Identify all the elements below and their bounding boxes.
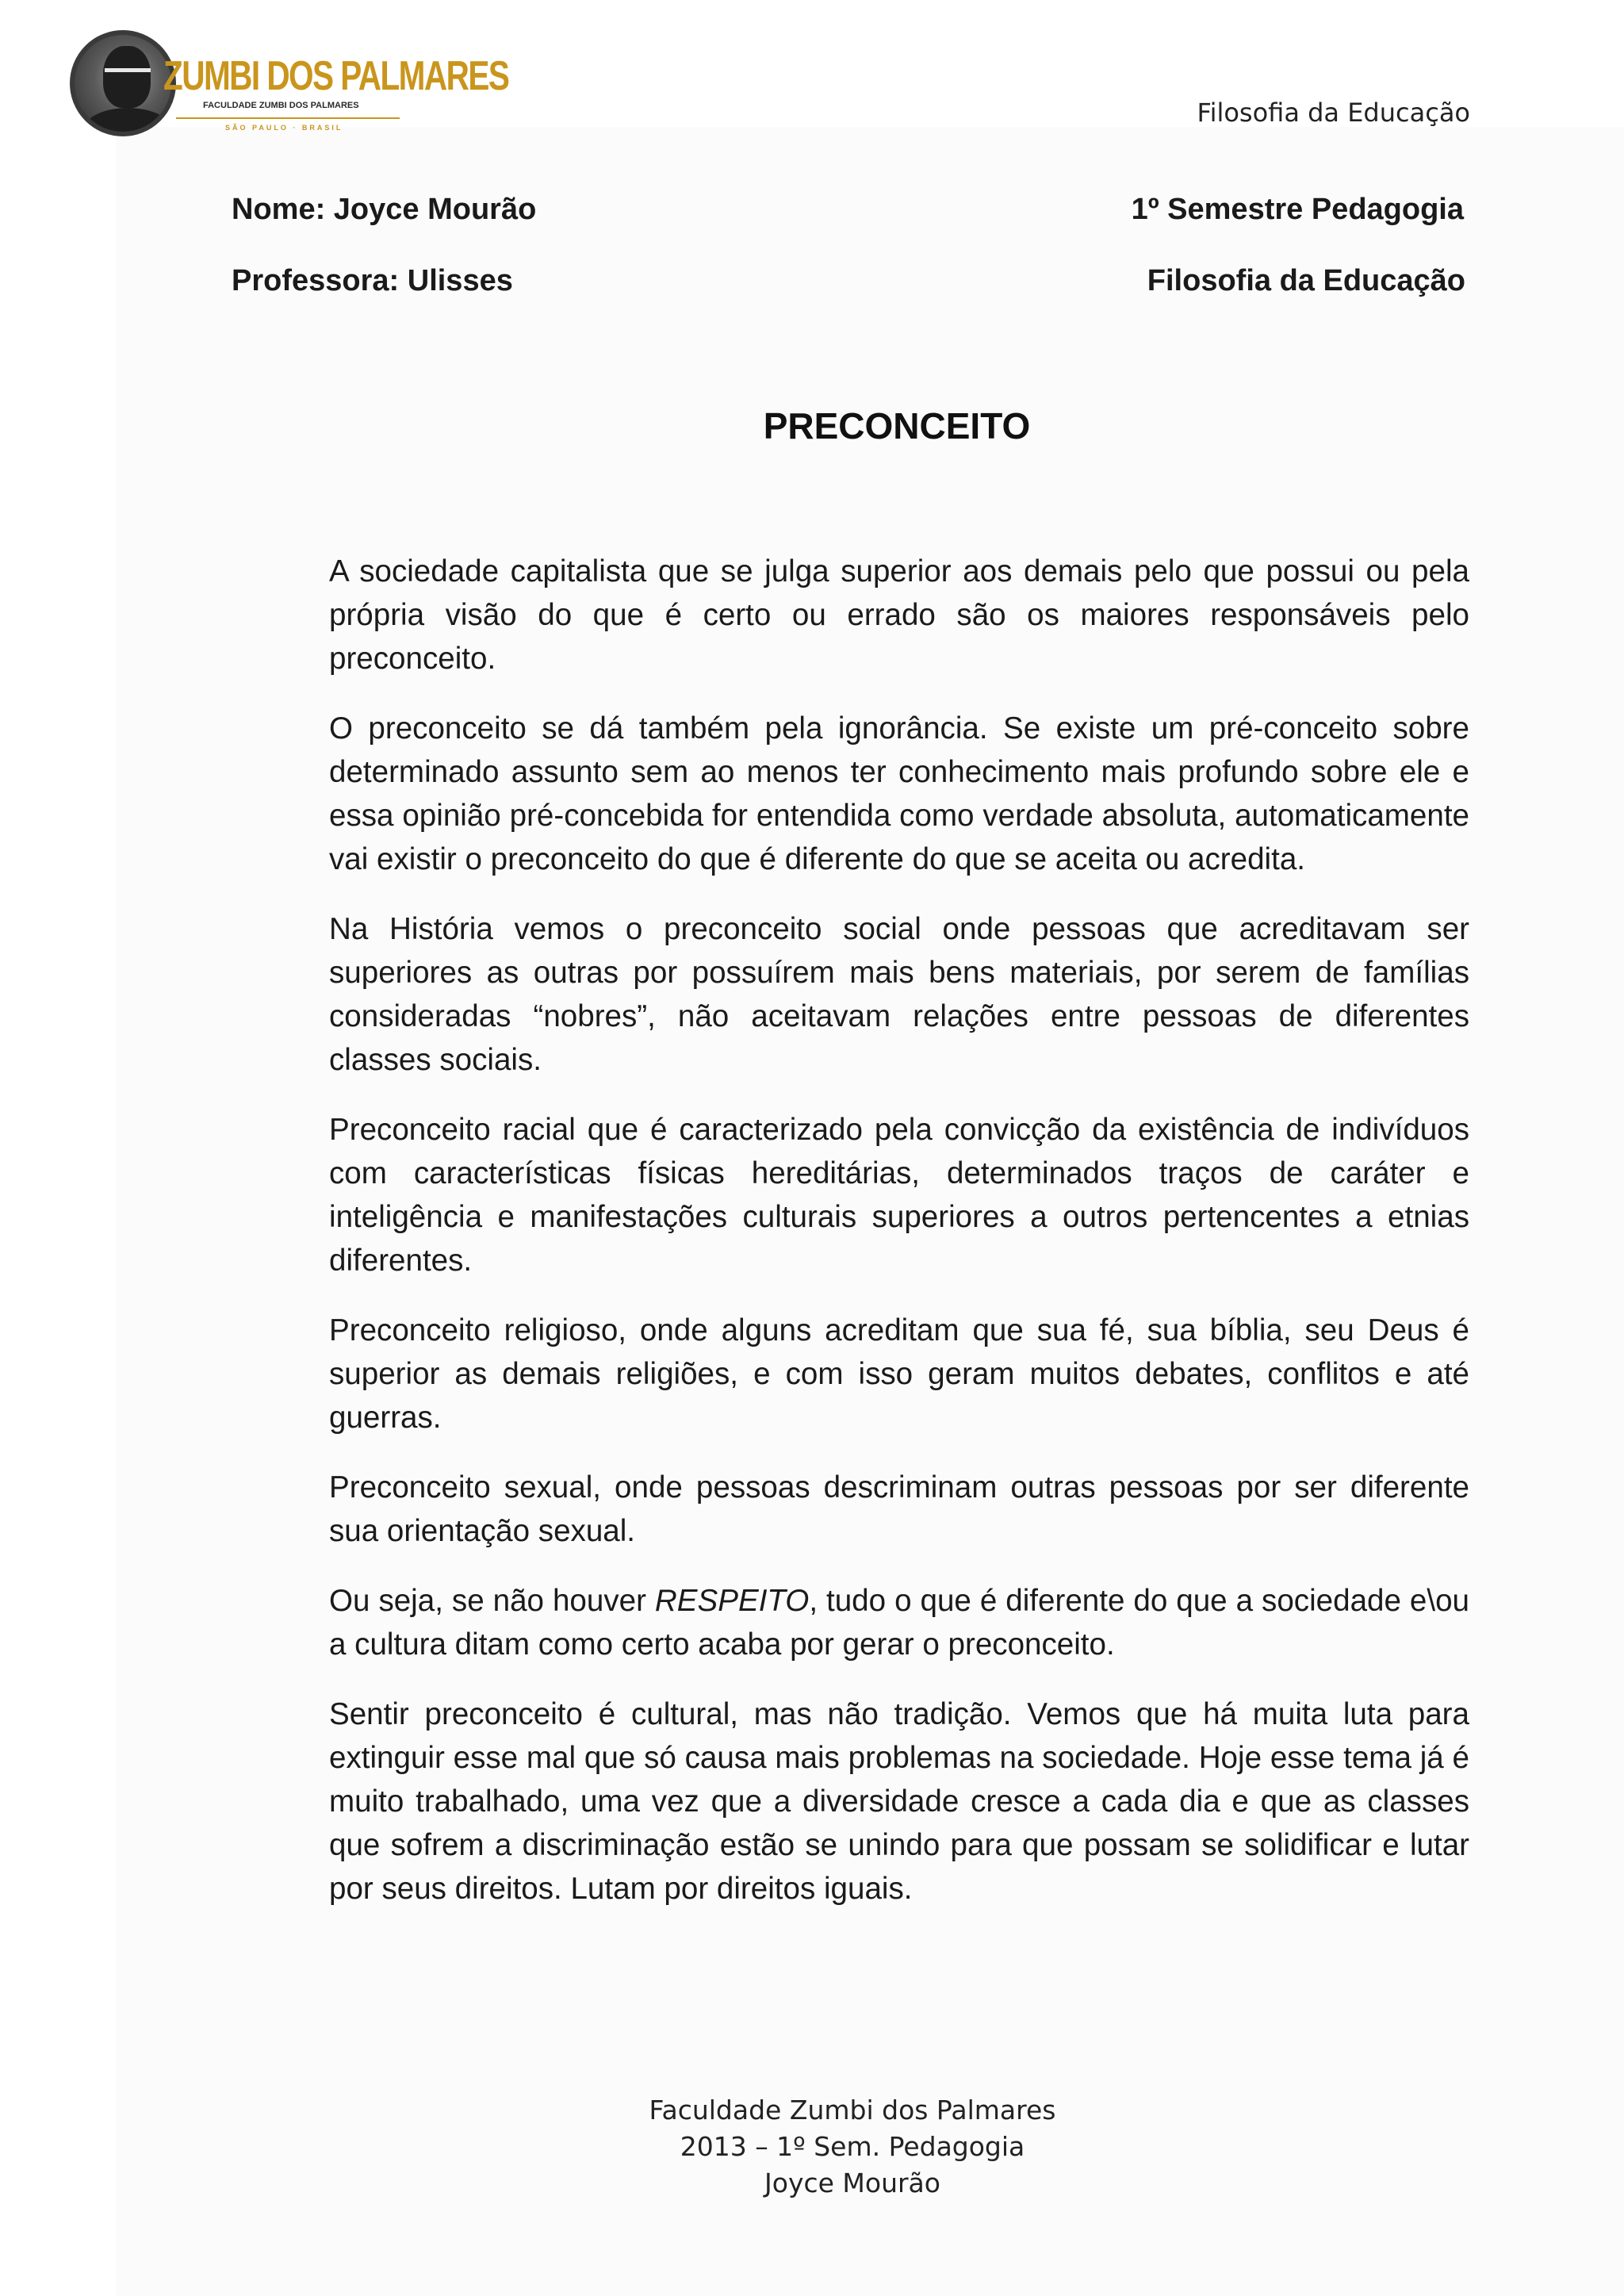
semester-label: 1º Semestre Pedagogia (1131, 193, 1464, 226)
paragraph: O preconceito se dá também pela ignorância. Se existe um pré-conceito sobre determinado assunto sem ao menos ter conhecimento mais profundo sobre ele e essa opinião pré-concebida for entendida como verdade absoluta, automaticamente vai existir o preconceito do que é diferente do que se aceita ou acredita. (329, 711, 1469, 876)
footer-author: Joyce Mourão (764, 2168, 940, 2198)
paragraph-text: , tudo o que é diferente do que a sociedade e\ou a cultura ditam como certo acaba por gerar o preconceito. (329, 1584, 1469, 1662)
paragraph-text: Ou seja, se não houver (329, 1584, 655, 1618)
logo-city: SÃO PAULO · BRASIL (225, 124, 343, 132)
document-title: PRECONCEITO (763, 405, 1031, 447)
document-body (329, 550, 1469, 1937)
running-header: Filosofia da Educação (1197, 98, 1470, 128)
emphasis-respeito: RESPEITO (654, 1584, 810, 1618)
logo-title: ZUMBI DOS PALMARES (163, 53, 509, 99)
student-name: Nome: Joyce Mourão (232, 193, 537, 226)
paragraph: Na História vemos o preconceito social onde pessoas que acreditavam ser superiores as outras por possuírem mais bens materiais, por serem de famílias consideradas “nobres”, não aceitavam relações entre pessoas de diferentes classes sociais. (329, 912, 1469, 1077)
footer-semester: 2013 – 1º Sem. Pedagogia (680, 2131, 1025, 2162)
institution-logo (70, 29, 509, 140)
page-footer (0, 2092, 1624, 2202)
paragraph: A sociedade capitalista que se julga superior aos demais pelo que possui ou pela própria visão do que é certo ou errado são os maiores responsáveis pelo preconceito. (329, 554, 1469, 676)
teacher-name: Professora: Ulisses (232, 264, 513, 297)
paragraph: Preconceito sexual, onde pessoas descriminam outras pessoas por ser diferente sua orientação sexual. (329, 1470, 1469, 1548)
logo-subtitle: FACULDADE ZUMBI DOS PALMARES (203, 101, 359, 110)
paragraph: Preconceito racial que é caracterizado pela convicção da existência de indivíduos com características físicas hereditárias, determinados traços de caráter e inteligência e manifestações culturais superiores a outros pertencentes a etnias diferentes. (329, 1113, 1469, 1278)
footer-institution: Faculdade Zumbi dos Palmares (649, 2095, 1056, 2125)
paragraph: Preconceito religioso, onde alguns acreditam que sua fé, sua bíblia, seu Deus é superior as demais religiões, e com isso geram muitos debates, conflitos e até guerras. (329, 1313, 1469, 1435)
portrait-emblem (70, 30, 176, 136)
subject-label: Filosofia da Educação (1147, 264, 1465, 297)
paragraph: Sentir preconceito é cultural, mas não tradição. Vemos que há muita luta para extinguir esse mal que só causa mais problemas na sociedade. Hoje esse tema já é muito trabalhado, uma vez que a diversidade cresce a cada dia e que as classes que sofrem a discriminação estão se unindo para que possam se solidificar e lutar por seus direitos. Lutam por direitos iguais. (329, 1697, 1469, 1906)
logo-divider (176, 117, 400, 119)
paragraph (329, 1579, 1469, 1666)
